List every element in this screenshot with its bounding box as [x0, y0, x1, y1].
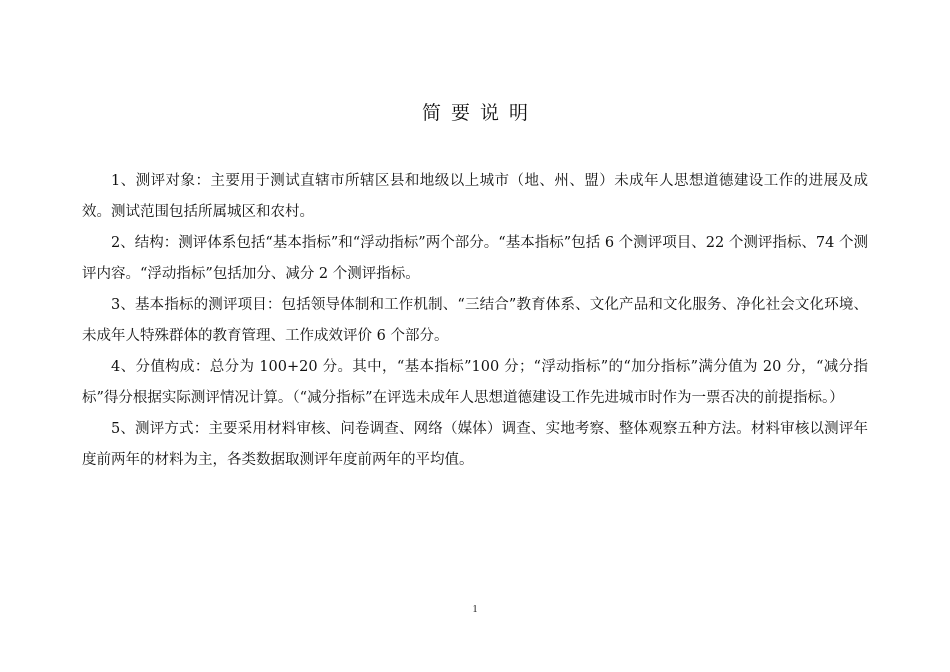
page-number: 1	[472, 604, 478, 615]
paragraph-test-method: 5、测评方式：主要采用材料审核、问卷调查、网络（媒体）调查、实地考察、整体观察五种方法。材料审核以测评年度前两年的材料为主，各类数据取测评年度前两年的平均值。	[82, 421, 868, 468]
paragraph-score-composition: 4、分值构成：总分为 100+20 分。其中，“基本指标”100 分；“浮动指标”的“加分指标”满分值为 20 分，“减分指标”得分根据实际测评情况计算。（“减分指标”在评选未成年人思想道德建设工作先进城市时作为一票否决的前提指标。）	[82, 359, 868, 406]
paragraph-test-object: 1、测评对象：主要用于测试直辖市所辖区县和地级以上城市（地、州、盟）未成年人思想道德建设工作的进展及成效。测试范围包括所属城区和农村。	[82, 173, 868, 220]
paragraph-basic-indicators: 3、基本指标的测评项目：包括领导体制和工作机制、“三结合”教育体系、文化产品和文化服务、净化社会文化环境、未成年人特殊群体的教育管理、工作成效评价 6 个部分。	[82, 297, 868, 344]
document-title: 简要说明	[421, 102, 538, 124]
document-body	[82, 166, 868, 476]
paragraph-structure: 2、结构：测评体系包括“基本指标”和“浮动指标”两个部分。“基本指标”包括 6 个测评项目、22 个测评指标、74 个测评内容。“浮动指标”包括加分、减分 2 个测评指标。	[82, 235, 868, 282]
